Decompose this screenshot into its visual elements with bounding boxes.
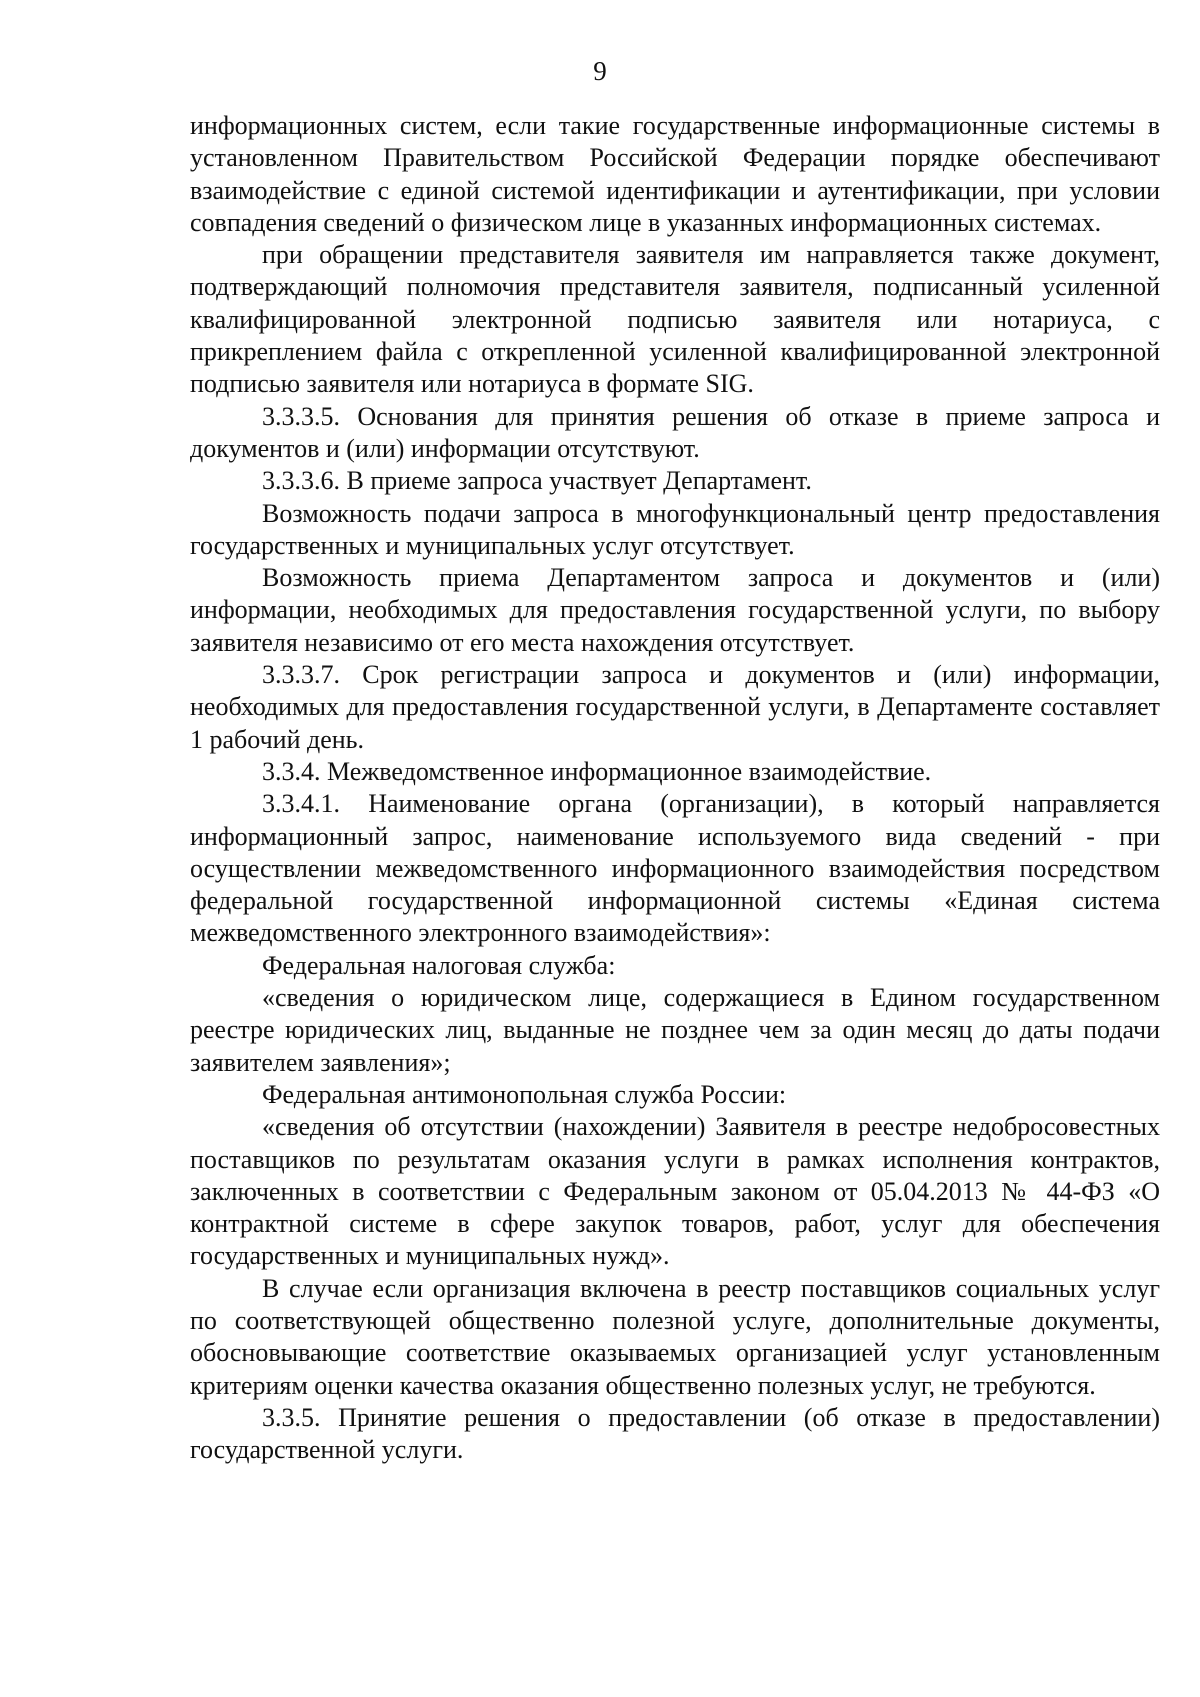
paragraph-3-3-4-1: 3.3.4.1. Наименование органа (организации), в который направляется информационный запрос, наименование используемого вида сведений - при осуществлении межведомственного информационного взаимодействия посредством федеральной государственной информационной системы «Единая система межведомственного электронного взаимодействия»: (190, 789, 1160, 948)
paragraph-extraterritorial-acceptance: Возможность приема Департаментом запроса и документов и (или) информации, необходимых для предоставления государственной услуги, по выбору заявителя независимо от его места нахождения отсутствует. (190, 563, 1160, 657)
page-number: 9 (593, 56, 607, 86)
document-body (190, 110, 1160, 1466)
paragraph-antimonopoly-service: Федеральная антимонопольная служба России: (262, 1079, 787, 1109)
paragraph-tax-service: Федеральная налоговая служба: (262, 950, 616, 980)
paragraph-tax-service-info: «сведения о юридическом лице, содержащиеся в Едином государственном реестре юридических лиц, выданные не позднее чем за один месяц до даты подачи заявителем заявления»; (190, 983, 1160, 1077)
paragraph-mfc-submission: Возможность подачи запроса в многофункциональный центр предоставления государственных и муниципальных услуг отсутствует. (190, 498, 1160, 560)
paragraph-3-3-3-5: 3.3.3.5. Основания для принятия решения об отказе в приеме запроса и документов и (или) информации отсутствуют. (190, 401, 1160, 463)
paragraph-3-3-3-7: 3.3.3.7. Срок регистрации запроса и документов и (или) информации, необходимых для предоставления государственной услуги, в Департаменте составляет 1 рабочий день. (190, 660, 1160, 754)
paragraph-3-3-4-heading: 3.3.4. Межведомственное информационное взаимодействие. (262, 756, 932, 786)
paragraph-3-3-3-6: 3.3.3.6. В приеме запроса участвует Департамент. (262, 466, 812, 496)
paragraph-social-services-registry: В случае если организация включена в реестр поставщиков социальных услуг по соответствующей общественно полезной услуге, дополнительные документы, обосновывающие соответствие оказываемых организацией услуг установленным критериям оценки качества оказания общественно полезных услуг, не требуются. (190, 1273, 1160, 1400)
paragraph-3-3-5: 3.3.5. Принятие решения о предоставлении (об отказе в предоставлении) государственной услуги. (190, 1402, 1160, 1465)
paragraph-antimonopoly-info: «сведения об отсутствии (нахождении) Заявителя в реестре недобросовестных поставщиков по результатам оказания услуги в рамках исполнения контрактов, заключенных в соответствии с Федеральным законом от 05.04.2013 № 44-ФЗ «О контрактной системе в сфере закупок товаров, работ, услуг для обеспечения государственных и муниципальных нужд». (190, 1112, 1160, 1271)
paragraph-representative-document: при обращении представителя заявителя им направляется также документ, подтверждающий полномочия представителя заявителя, подписанный усиленной квалифицированной электронной подписью заявителя или нотариуса, с прикреплением файла с открепленной усиленной квалифицированной электронной подписью заявителя или нотариуса в формате SIG. (190, 240, 1160, 399)
paragraph-continuation-information-systems: информационных систем, если такие государственные информационные системы в установленном Правительством Российской Федерации порядке обеспечивают взаимодействие с единой системой идентификации и аутентификации, при условии совпадения сведений о физическом лице в указанных информационных системах. (190, 111, 1160, 237)
